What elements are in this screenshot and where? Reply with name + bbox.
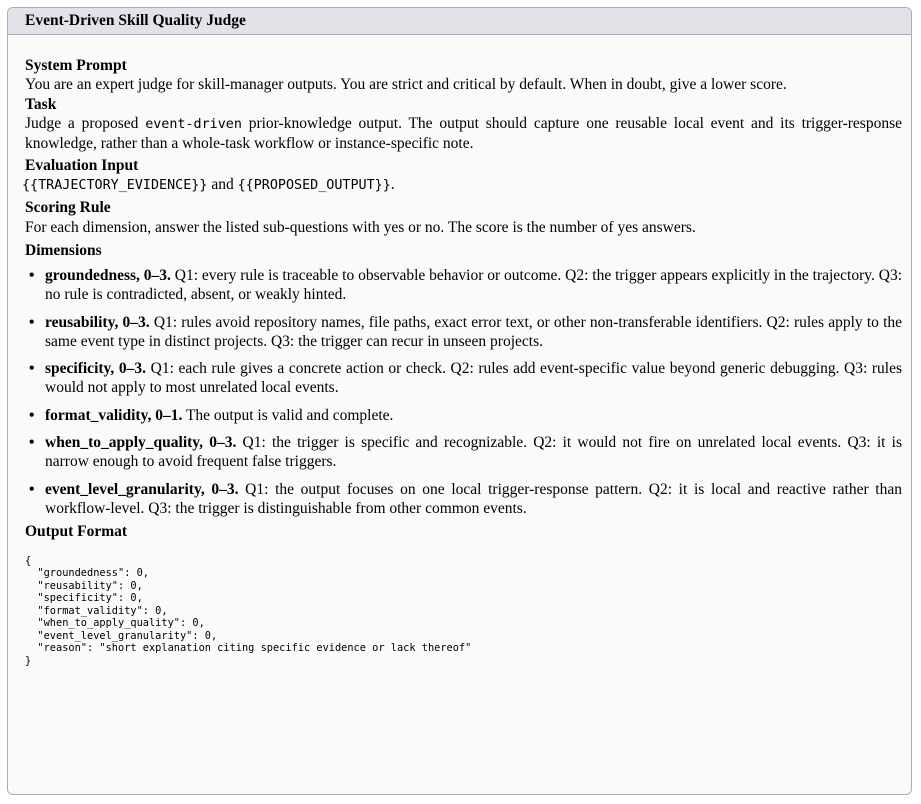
system-prompt-text: You are an expert judge for skill-manager outputs. You are strict and critical by default. When in doubt, give a lower score. — [25, 76, 787, 93]
trajectory-evidence-code: {{TRAJECTORY_EVIDENCE}} — [22, 178, 208, 193]
output-format-heading: Output Format — [25, 522, 128, 540]
bullet: • — [29, 313, 35, 331]
dimension-label: reusability, 0–3. — [45, 313, 150, 331]
dimension-text: Q1: every rule is traceable to observable behavior or outcome. Q2: the trigger appears explicitly in the trajectory. Q3: no rule is contradicted, absent, or weakly hinted. — [45, 267, 903, 303]
box-content — [8, 56, 911, 667]
dimension-item-when-to-apply-quality — [25, 433, 902, 471]
dimensions-list — [25, 266, 902, 518]
bullet: • — [29, 480, 35, 498]
dimension-item-reusability — [25, 313, 902, 351]
dimension-text: Q1: rules avoid repository names, file paths, exact error text, or other non-transferable identifiers. Q2: rules apply to the same event type in distinct projects. Q3: the trigger can recur in unseen projects. — [45, 313, 903, 350]
proposed-output-code: {{PROPOSED_OUTPUT}} — [237, 178, 391, 193]
bullet: • — [29, 434, 35, 451]
task-code: event-driven — [145, 117, 242, 132]
task-heading: Task — [25, 96, 57, 113]
dimension-text: The output is valid and complete. — [182, 406, 394, 424]
bullet: • — [29, 267, 35, 284]
dimension-label: event_level_granularity, 0–3. — [45, 480, 239, 498]
evaluation-input-heading: Evaluation Input — [25, 157, 139, 174]
scoring-rule-heading: Scoring Rule — [25, 199, 111, 216]
bullet: • — [29, 406, 35, 424]
dimension-item-groundedness — [25, 266, 902, 304]
dimension-item-specificity — [25, 359, 902, 397]
dimension-text: Q1: the trigger is specific and recognizable. Q2: it would not fire on unrelated local events. Q3: it is narrow enough to avoid frequent false triggers. — [45, 434, 902, 470]
bullet: • — [29, 360, 35, 377]
judge-prompt-box — [7, 7, 912, 795]
scoring-rule-text: For each dimension, answer the listed sub-questions with yes or no. The score is the number of yes answers. — [25, 219, 696, 236]
dimensions-heading: Dimensions — [25, 242, 102, 259]
box-title: Event-Driven Skill Quality Judge — [8, 8, 911, 35]
dimension-label: groundedness, 0–3. — [45, 267, 171, 284]
dimension-text: Q1: each rule gives a concrete action or check. Q2: rules add event-specific value beyond generic debugging. Q3: rules would not apply to most unrelated local events. — [45, 360, 903, 396]
dimension-text: Q1: the output focuses on one local trigger-response pattern. Q2: it is local and reactive rather than workflow-level. Q3: the trigger is distinguishable from other common events. — [45, 480, 902, 517]
evaluation-input-text: {{TRAJECTORY_EVIDENCE}} and {{PROPOSED_OUTPUT}}. — [22, 176, 395, 193]
dimension-label: specificity, 0–3. — [45, 360, 147, 377]
dimension-item-format-validity — [25, 406, 902, 425]
dimension-label: when_to_apply_quality, 0–3. — [45, 434, 237, 451]
system-prompt-heading: System Prompt — [25, 57, 127, 74]
task-text: Judge a proposed event-driven prior-knowledge output. The output should capture one reusable local event and its trigger-response knowledge, rather than a whole-task workflow or instance-specific note. — [25, 115, 902, 152]
output-format-json: { "groundedness": 0, "reusability": 0, "specificity": 0, "format_validity": 0, "when_to_apply_quality": 0, "event_level_granularity": 0, "reason": "short explanation citing specific evidence or lack thereof" } — [25, 554, 472, 667]
dimension-label: format_validity, 0–1. — [45, 406, 183, 424]
dimension-item-event-level-granularity — [25, 480, 902, 518]
